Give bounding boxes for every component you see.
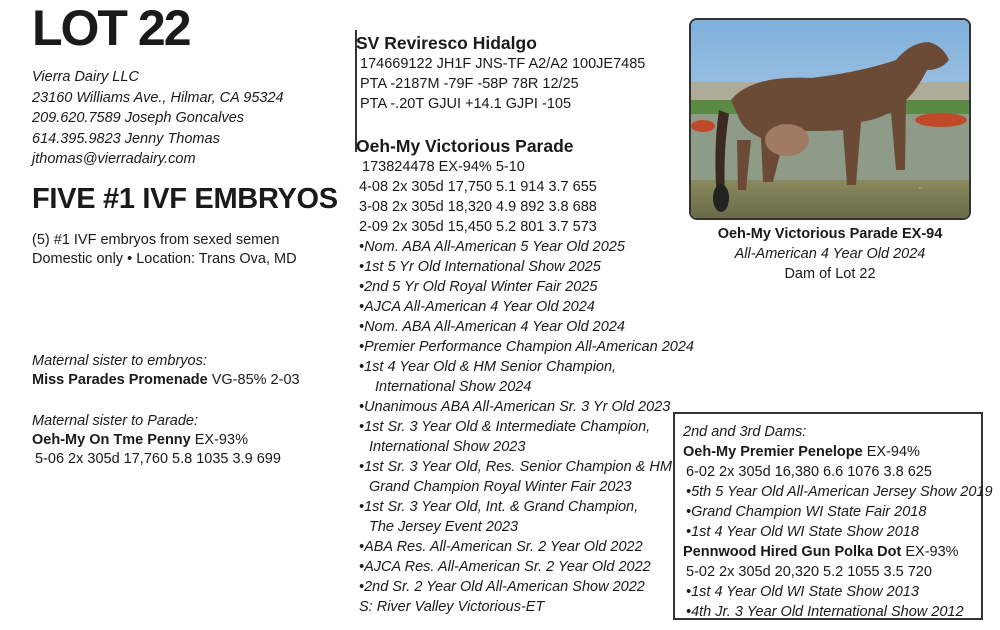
lot-title (32, 2, 190, 54)
sire-line-3: PTA -.20T GJUI +14.1 GJPI -105 (360, 96, 572, 112)
sire-name: SV Reviresco Hidalgo (356, 33, 537, 53)
dam-record: 4-08 2x 305d 17,750 5.1 914 3.7 655 (359, 179, 597, 195)
dam-achievement: •Unanimous ABA All-American Sr. 3 Yr Old 2023 (359, 399, 671, 415)
dam2-line (683, 442, 981, 462)
consignor-contact (32, 67, 284, 170)
dam-achievement: •1st Sr. 3 Year Old & Intermediate Champion, (359, 419, 651, 435)
consignor-name: Vierra Dairy LLC (32, 69, 139, 85)
sister-embryos-label: Maternal sister to embryos: (32, 353, 207, 369)
consignor-email: jthomas@vierradairy.com (32, 151, 196, 167)
dam2-score: EX-94% (862, 444, 920, 460)
dam-achievement: •1st Sr. 3 Year Old, Int. & Grand Champion, (359, 499, 639, 515)
dam3-name: Pennwood Hired Gun Polka Dot (683, 544, 902, 560)
dam-achievement: •Nom. ABA All-American 5 Year Old 2025 (359, 239, 625, 255)
headline: FIVE #1 IVF EMBRYOS (32, 183, 338, 215)
sire-line-1: 174669122 JH1F JNS-TF A2/A2 100JE7485 (360, 56, 646, 72)
dam-achievement: •Nom. ABA All-American 4 Year Old 2024 (359, 319, 625, 335)
consignor-phone-1: 209.620.7589 Joseph Goncalves (32, 110, 245, 126)
dam-achievement-cont: International Show 2023 (369, 439, 526, 455)
dam3-achievement: •1st 4 Year Old WI State Show 2013 (686, 584, 919, 600)
dam2-record: 6-02 2x 305d 16,380 6.6 1076 3.8 625 (686, 464, 932, 480)
caption-award: All-American 4 Year Old 2024 (734, 246, 926, 262)
dam-name: Oeh-My Victorious Parade (356, 136, 574, 156)
sister-embryos-score: VG-85% 2-03 (207, 372, 300, 388)
dam-achievement: •AJCA Res. All-American Sr. 2 Year Old 2022 (359, 559, 651, 575)
dam-achievement: •1st Sr. 3 Year Old, Res. Senior Champion & HM (359, 459, 672, 475)
dam-record: 2-09 2x 305d 15,450 5.2 801 3.7 573 (359, 219, 597, 235)
dam-sire-line: S: River Valley Victorious-ET (359, 599, 545, 615)
dam-achievement: •1st 4 Year Old & HM Senior Champion, (359, 359, 617, 375)
dam-achievement-cont: International Show 2024 (375, 379, 532, 395)
sister-embryos-line (32, 371, 300, 390)
dams-box-label: 2nd and 3rd Dams: (683, 424, 807, 440)
dam3-score: EX-93% (901, 544, 959, 560)
dam2-achievement: •Grand Champion WI State Fair 2018 (686, 504, 927, 520)
dam-achievement-cont: The Jersey Event 2023 (369, 519, 519, 535)
description-line-1: (5) #1 IVF embryos from sexed semen (32, 232, 280, 248)
dam3-line (683, 542, 981, 562)
sister-parade-score: EX-93% (190, 432, 248, 448)
dams-box (673, 412, 993, 620)
dam3-record: 5-02 2x 305d 20,320 5.2 1055 3.5 720 (686, 564, 932, 580)
description-line-2: Domestic only • Location: Trans Ova, MD (32, 251, 297, 267)
maternal-sister-parade (32, 412, 281, 469)
dam-achievement: •1st 5 Yr Old International Show 2025 (359, 259, 601, 275)
dam-record: 3-08 2x 305d 18,320 4.9 892 3.8 688 (359, 199, 597, 215)
lot-number: 22 (137, 0, 190, 56)
lot-description (32, 231, 297, 269)
sire-line-2: PTA -2187M -79F -58P 78R 12/25 (360, 76, 579, 92)
caption-note: Dam of Lot 22 (784, 266, 876, 282)
photographer-mark: ~ (919, 186, 923, 192)
cow-photo (689, 18, 971, 220)
caption-name: Oeh-My Victorious Parade EX-94 (717, 226, 943, 242)
sister-parade-record: 5-06 2x 305d 17,760 5.8 1035 3.9 699 (35, 451, 281, 467)
sister-parade-name: Oeh-My On Tme Penny (32, 432, 191, 448)
dam2-achievement: •5th 5 Year Old All-American Jersey Show 2019 (686, 484, 993, 500)
consignor-phone-2: 614.395.9823 Jenny Thomas (32, 130, 220, 147)
cow-illustration (691, 20, 969, 218)
photo-caption (689, 224, 971, 284)
dam-achievement-cont: Grand Champion Royal Winter Fair 2023 (369, 479, 632, 495)
dam2-name: Oeh-My Premier Penelope (683, 444, 863, 460)
maternal-sister-embryos (32, 352, 300, 390)
dam-achievement: •Premier Performance Champion All-American 2024 (359, 339, 694, 355)
dam-achievement: •ABA Res. All-American Sr. 2 Year Old 2022 (359, 539, 643, 555)
sister-embryos-name: Miss Parades Promenade (32, 372, 208, 388)
dam2-achievement: •1st 4 Year Old WI State Show 2018 (686, 524, 919, 540)
dam-block (356, 135, 694, 617)
dam-achievement: •2nd Sr. 2 Year Old All-American Show 2022 (359, 579, 645, 595)
dam-achievement: •AJCA All-American 4 Year Old 2024 (359, 299, 595, 315)
dam3-achievement: •4th Jr. 3 Year Old International Show 2012 (686, 604, 964, 620)
dam-achievement: •2nd 5 Yr Old Royal Winter Fair 2025 (359, 279, 598, 295)
sister-parade-line (32, 431, 281, 450)
lot-label: LOT (32, 0, 126, 56)
dam-id-line: 173824478 EX-94% 5-10 (362, 159, 525, 175)
sire-block (356, 32, 645, 114)
consignor-address: 23160 Williams Ave., Hilmar, CA 95324 (32, 89, 284, 106)
sister-parade-label: Maternal sister to Parade: (32, 413, 199, 429)
